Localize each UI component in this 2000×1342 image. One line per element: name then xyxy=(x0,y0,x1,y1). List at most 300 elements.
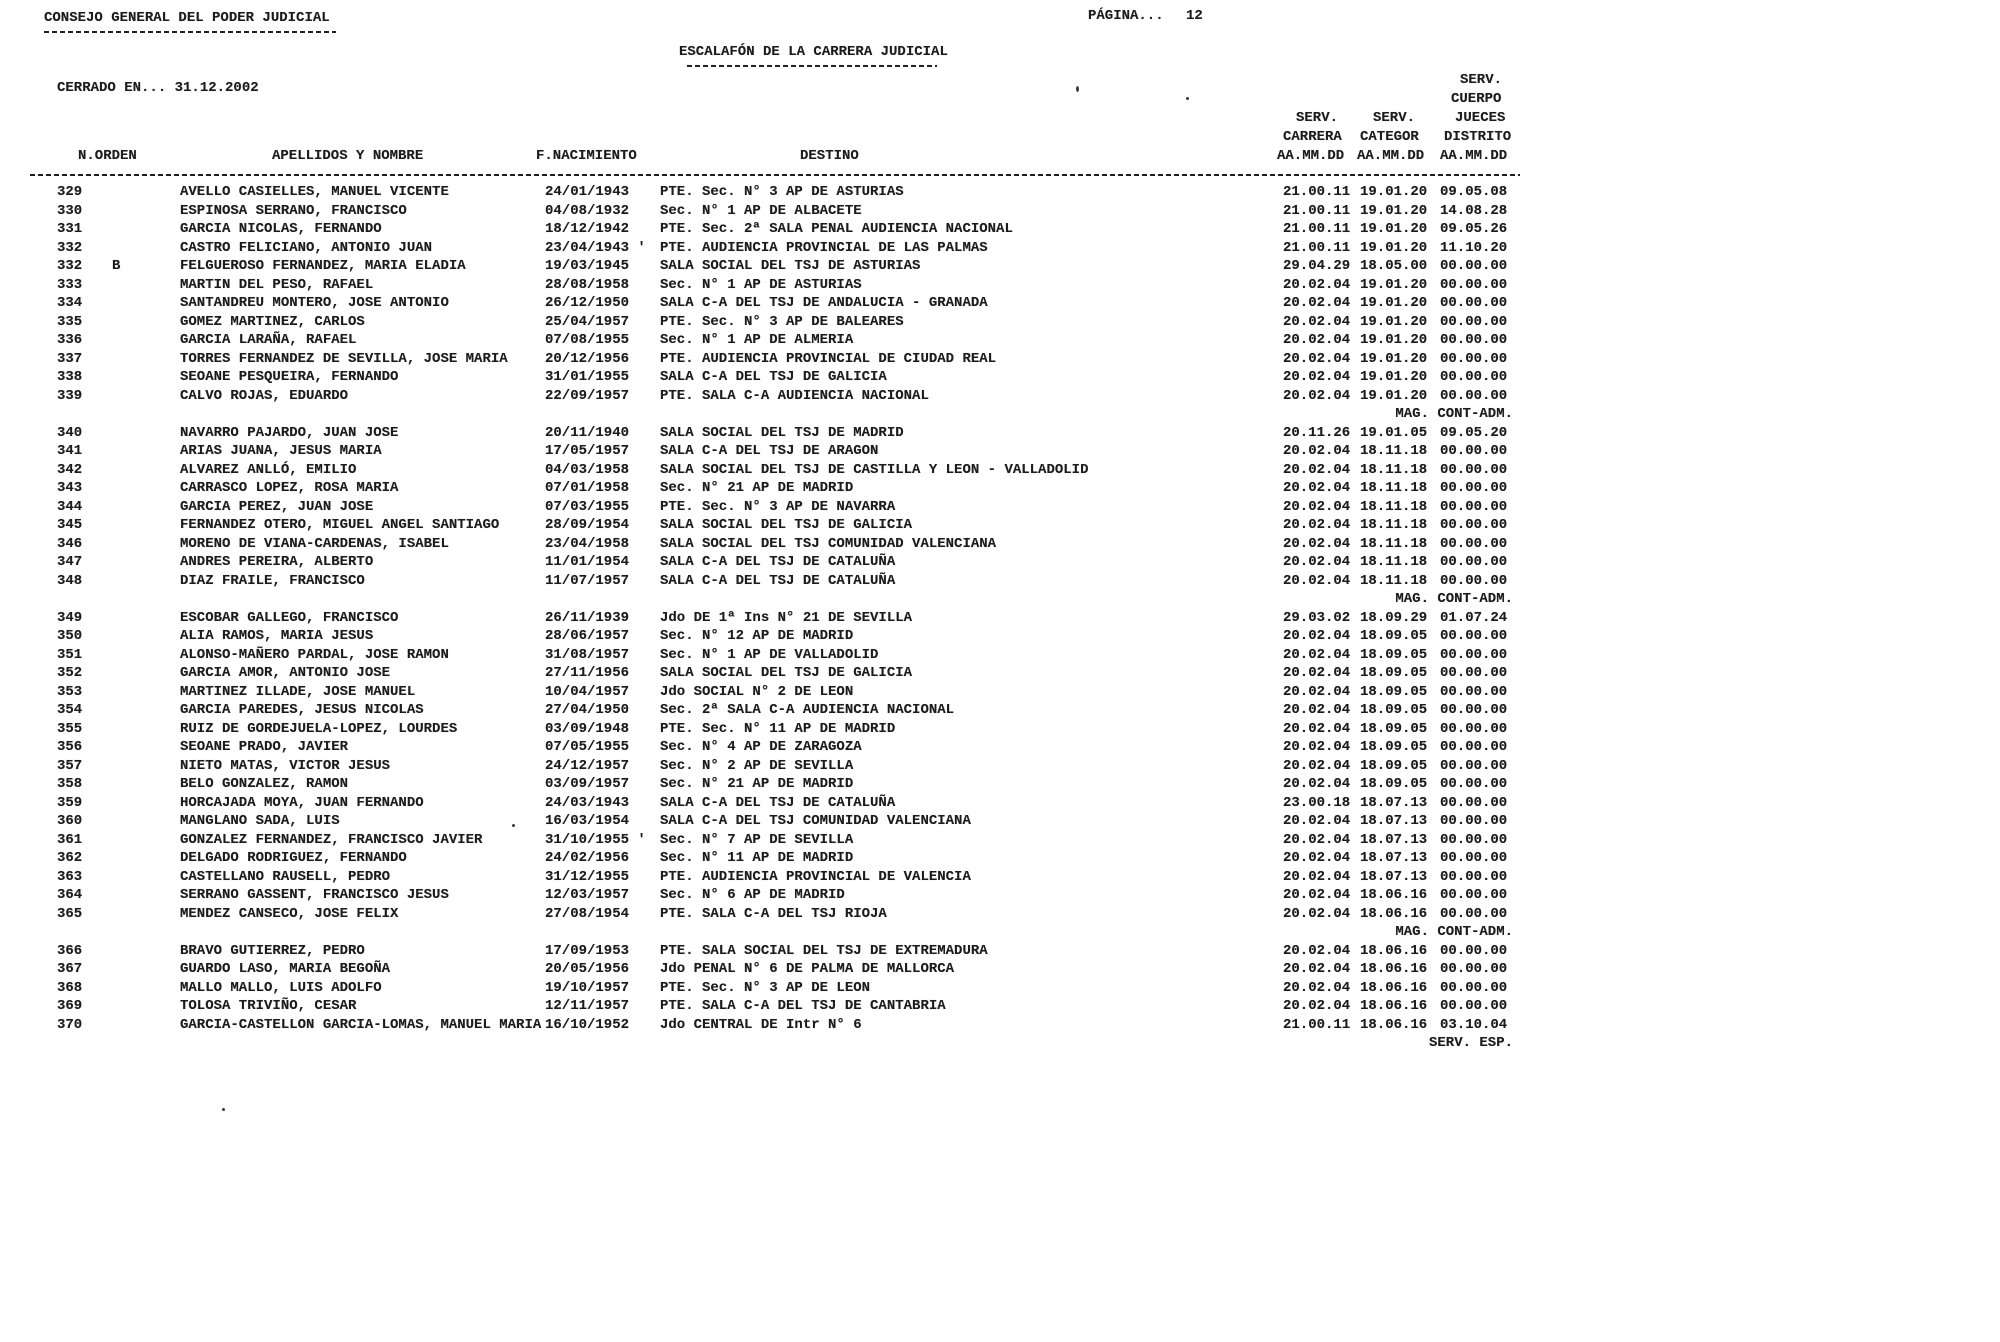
serv-cuerpo-cell: 00.00.00 xyxy=(1440,480,1508,496)
birthdate-cell: 03/09/1948 xyxy=(545,720,630,737)
destination-cell: PTE. AUDIENCIA PROVINCIAL DE CIUDAD REAL xyxy=(660,350,997,367)
serv-cuerpo-cell: 00.00.00 xyxy=(1440,517,1508,533)
birthdate-cell: 31/10/1955 ' xyxy=(545,831,646,848)
order-number-cell: 343 xyxy=(57,480,83,496)
serv-cuerpo-cell: 00.00.00 xyxy=(1440,905,1508,922)
serv-carrera-cell: 20.02.04 xyxy=(1283,757,1351,774)
birthdate-cell: 04/03/1958 xyxy=(545,461,630,478)
destination-cell: Sec. N° 6 AP DE MADRID xyxy=(660,887,845,903)
serv-cuerpo-cell: 00.00.00 xyxy=(1440,572,1508,589)
name-cell: ALVAREZ ANLLÓ, EMILIO xyxy=(180,461,357,478)
destination-cell: PTE. AUDIENCIA PROVINCIAL DE LAS PALMAS xyxy=(660,239,988,256)
birthdate-cell: 28/08/1958 xyxy=(545,276,630,293)
table-row xyxy=(0,517,2000,536)
col-header-categor-units: AA.MM.DD xyxy=(1357,148,1425,164)
serv-carrera-cell: 20.02.04 xyxy=(1283,831,1351,848)
category-note: MAG. CONT-ADM. xyxy=(1395,591,1513,607)
table-row xyxy=(0,813,2000,832)
destination-cell: Sec. N° 1 AP DE VALLADOLID xyxy=(660,646,879,663)
name-cell: MENDEZ CANSECO, JOSE FELIX xyxy=(180,905,399,922)
serv-categor-cell: 18.09.05 xyxy=(1360,776,1428,792)
serv-categor-cell: 19.01.20 xyxy=(1360,295,1428,311)
birthdate-cell: 20/12/1956 xyxy=(545,350,630,367)
order-number-cell: 356 xyxy=(57,739,83,755)
name-cell: GARCIA LARAÑA, RAFAEL xyxy=(180,332,357,348)
serv-cuerpo-cell: 00.00.00 xyxy=(1440,276,1508,293)
order-number-cell: 354 xyxy=(57,702,83,718)
table-row xyxy=(0,721,2000,740)
birthdate-cell: 03/09/1957 xyxy=(545,776,630,792)
table-row xyxy=(0,961,2000,980)
category-note: MAG. CONT-ADM. xyxy=(1395,924,1513,940)
birthdate-cell: 31/12/1955 xyxy=(545,868,630,885)
serv-categor-cell: 19.01.05 xyxy=(1360,424,1428,441)
destination-cell: PTE. Sec. N° 3 AP DE ASTURIAS xyxy=(660,184,904,200)
serv-categor-cell: 18.06.16 xyxy=(1360,887,1428,903)
table-row xyxy=(0,388,2000,407)
table-row xyxy=(0,702,2000,721)
serv-cuerpo-cell: 00.00.00 xyxy=(1440,258,1508,274)
name-cell: MARTINEZ ILLADE, JOSE MANUEL xyxy=(180,683,416,700)
table-row xyxy=(0,369,2000,388)
serv-categor-cell: 18.06.16 xyxy=(1360,942,1428,959)
destination-cell: Sec. 2ª SALA C-A AUDIENCIA NACIONAL xyxy=(660,702,955,718)
destination-cell: PTE. SALA C-A DEL TSJ DE CANTABRIA xyxy=(660,998,946,1014)
destination-cell: Jdo PENAL N° 6 DE PALMA DE MALLORCA xyxy=(660,961,955,977)
destination-cell: Sec. N° 4 AP DE ZARAGOZA xyxy=(660,739,862,755)
name-cell: SANTANDREU MONTERO, JOSE ANTONIO xyxy=(180,295,449,311)
destination-cell: SALA SOCIAL DEL TSJ COMUNIDAD VALENCIANA xyxy=(660,535,997,552)
table-row xyxy=(0,554,2000,573)
name-cell: CALVO ROJAS, EDUARDO xyxy=(180,387,349,404)
name-cell: GARCIA AMOR, ANTONIO JOSE xyxy=(180,665,391,681)
serv-categor-cell: 18.11.18 xyxy=(1360,535,1428,552)
serv-categor-cell: 18.09.05 xyxy=(1360,720,1428,737)
birthdate-cell: 24/12/1957 xyxy=(545,757,630,774)
serv-categor-cell: 19.01.20 xyxy=(1360,221,1428,237)
table-row xyxy=(0,221,2000,240)
destination-cell: Sec. N° 12 AP DE MADRID xyxy=(660,628,854,644)
destination-cell: PTE. Sec. N° 3 AP DE BALEARES xyxy=(660,313,904,330)
table-row xyxy=(0,924,2000,943)
serv-categor-cell: 18.11.18 xyxy=(1360,572,1428,589)
order-number-cell: 337 xyxy=(57,350,83,367)
name-cell: ESCOBAR GALLEGO, FRANCISCO xyxy=(180,609,399,626)
name-cell: NAVARRO PAJARDO, JUAN JOSE xyxy=(180,424,399,441)
name-cell: SEOANE PESQUEIRA, FERNANDO xyxy=(180,369,399,385)
name-cell: GARCIA PEREZ, JUAN JOSE xyxy=(180,498,374,515)
order-number-cell: 344 xyxy=(57,498,83,515)
order-number-cell: 335 xyxy=(57,313,83,330)
serv-cuerpo-cell: 11.10.20 xyxy=(1440,239,1508,256)
birthdate-cell: 31/08/1957 xyxy=(545,646,630,663)
name-cell: MANGLANO SADA, LUIS xyxy=(180,813,340,829)
name-cell: ANDRES PEREIRA, ALBERTO xyxy=(180,554,374,570)
serv-carrera-cell: 20.02.04 xyxy=(1283,665,1351,681)
destination-cell: PTE. SALA SOCIAL DEL TSJ DE EXTREMADURA xyxy=(660,942,988,959)
organization-title-underline xyxy=(44,31,336,33)
table-row xyxy=(0,628,2000,647)
order-number-cell: 346 xyxy=(57,535,83,552)
col-header-carrera-units: AA.MM.DD xyxy=(1277,148,1345,164)
serv-categor-cell: 18.11.18 xyxy=(1360,443,1428,459)
serv-categor-cell: 18.06.16 xyxy=(1360,961,1428,977)
birthdate-cell: 25/04/1957 xyxy=(545,313,630,330)
document-title: ESCALAFÓN DE LA CARRERA JUDICIAL xyxy=(679,44,948,60)
destination-cell: SALA SOCIAL DEL TSJ DE GALICIA xyxy=(660,665,913,681)
table-row xyxy=(0,591,2000,610)
col-header-nacimiento: F.NACIMIENTO xyxy=(536,148,637,164)
serv-carrera-cell: 20.02.04 xyxy=(1283,942,1351,959)
name-cell: CASTRO FELICIANO, ANTONIO JUAN xyxy=(180,239,433,256)
serv-carrera-cell: 21.00.11 xyxy=(1283,221,1351,237)
order-number-cell: 361 xyxy=(57,831,83,848)
serv-categor-cell: 18.09.05 xyxy=(1360,683,1428,700)
destination-cell: Sec. N° 21 AP DE MADRID xyxy=(660,480,854,496)
serv-cuerpo-cell: 00.00.00 xyxy=(1440,535,1508,552)
category-note: MAG. CONT-ADM. xyxy=(1395,406,1513,422)
serv-cuerpo-cell: 00.00.00 xyxy=(1440,628,1508,644)
order-number-cell: 370 xyxy=(57,1016,83,1033)
destination-cell: SALA SOCIAL DEL TSJ DE GALICIA xyxy=(660,517,913,533)
serv-categor-cell: 18.06.16 xyxy=(1360,998,1428,1014)
serv-carrera-cell: 20.02.04 xyxy=(1283,387,1351,404)
serv-cuerpo-cell: 00.00.00 xyxy=(1440,942,1508,959)
organization-title: CONSEJO GENERAL DEL PODER JUDICIAL xyxy=(44,10,330,26)
serv-categor-cell: 18.09.05 xyxy=(1360,646,1428,663)
table-row xyxy=(0,739,2000,758)
birthdate-cell: 24/01/1943 xyxy=(545,184,630,200)
table-row xyxy=(0,1017,2000,1036)
order-number-cell: 366 xyxy=(57,942,83,959)
serv-carrera-cell: 20.02.04 xyxy=(1283,480,1351,496)
birthdate-cell: 12/03/1957 xyxy=(545,887,630,903)
birthdate-cell: 11/01/1954 xyxy=(545,554,630,570)
order-number-cell: 348 xyxy=(57,572,83,589)
table-row xyxy=(0,240,2000,259)
table-row xyxy=(0,480,2000,499)
serv-cuerpo-cell: 00.00.00 xyxy=(1440,443,1508,459)
serv-cuerpo-cell: 00.00.00 xyxy=(1440,739,1508,755)
serv-categor-cell: 18.11.18 xyxy=(1360,461,1428,478)
birthdate-cell: 12/11/1957 xyxy=(545,998,630,1014)
serv-carrera-cell: 20.02.04 xyxy=(1283,979,1351,996)
order-number-cell: 360 xyxy=(57,813,83,829)
serv-carrera-cell: 20.02.04 xyxy=(1283,646,1351,663)
birthdate-cell: 16/03/1954 xyxy=(545,813,630,829)
birthdate-cell: 11/07/1957 xyxy=(545,572,630,589)
serv-carrera-cell: 20.02.04 xyxy=(1283,350,1351,367)
order-number-cell: 345 xyxy=(57,517,83,533)
destination-cell: Sec. N° 11 AP DE MADRID xyxy=(660,850,854,866)
birthdate-cell: 07/08/1955 xyxy=(545,332,630,348)
serv-cuerpo-cell: 00.00.00 xyxy=(1440,554,1508,570)
serv-cuerpo-cell: 00.00.00 xyxy=(1440,794,1508,811)
name-cell: RUIZ DE GORDEJUELA-LOPEZ, LOURDES xyxy=(180,720,458,737)
destination-cell: PTE. Sec. 2ª SALA PENAL AUDIENCIA NACIONAL xyxy=(660,221,1013,237)
destination-cell: Sec. N° 1 AP DE ASTURIAS xyxy=(660,276,862,293)
table-row xyxy=(0,758,2000,777)
serv-carrera-cell: 20.02.04 xyxy=(1283,332,1351,348)
serv-carrera-cell: 21.00.11 xyxy=(1283,239,1351,256)
col-header-categor-serv: SERV. xyxy=(1373,110,1416,126)
order-number-cell: 353 xyxy=(57,683,83,700)
serv-carrera-cell: 20.02.04 xyxy=(1283,887,1351,903)
col-header-destino: DESTINO xyxy=(800,148,859,164)
destination-cell: Sec. N° 21 AP DE MADRID xyxy=(660,776,854,792)
serv-carrera-cell: 20.02.04 xyxy=(1283,498,1351,515)
name-cell: AVELLO CASIELLES, MANUEL VICENTE xyxy=(180,184,449,200)
serv-categor-cell: 19.01.20 xyxy=(1360,276,1428,293)
serv-categor-cell: 19.01.20 xyxy=(1360,202,1428,219)
serv-categor-cell: 18.09.05 xyxy=(1360,739,1428,755)
order-number-cell: 333 xyxy=(57,276,83,293)
order-number-cell: 355 xyxy=(57,720,83,737)
destination-cell: SALA C-A DEL TSJ COMUNIDAD VALENCIANA xyxy=(660,813,971,829)
serv-carrera-cell: 20.02.04 xyxy=(1283,739,1351,755)
serv-categor-cell: 18.11.18 xyxy=(1360,480,1428,496)
serv-categor-cell: 19.01.20 xyxy=(1360,369,1428,385)
order-number-cell: 329 xyxy=(57,184,83,200)
name-cell: FELGUEROSO FERNANDEZ, MARIA ELADIA xyxy=(180,258,466,274)
name-cell: TOLOSA TRIVIÑO, CESAR xyxy=(180,998,357,1014)
name-cell: TORRES FERNANDEZ DE SEVILLA, JOSE MARIA xyxy=(180,350,508,367)
order-number-cell: 338 xyxy=(57,369,83,385)
birthdate-cell: 04/08/1932 xyxy=(545,202,630,219)
name-cell: BELO GONZALEZ, RAMON xyxy=(180,776,349,792)
serv-categor-cell: 18.09.05 xyxy=(1360,757,1428,774)
birthdate-cell: 19/03/1945 xyxy=(545,258,630,274)
destination-cell: PTE. Sec. N° 3 AP DE LEON xyxy=(660,979,871,996)
order-number-cell: 365 xyxy=(57,905,83,922)
order-number-cell: 363 xyxy=(57,868,83,885)
order-number-cell: 347 xyxy=(57,554,83,570)
table-row xyxy=(0,684,2000,703)
order-number-cell: 330 xyxy=(57,202,83,219)
table-row xyxy=(0,406,2000,425)
order-number-cell: 349 xyxy=(57,609,83,626)
name-cell: GONZALEZ FERNANDEZ, FRANCISCO JAVIER xyxy=(180,831,483,848)
birthdate-cell: 28/09/1954 xyxy=(545,517,630,533)
destination-cell: Jdo CENTRAL DE Intr N° 6 xyxy=(660,1016,862,1033)
order-number-cell: 336 xyxy=(57,332,83,348)
destination-cell: SALA SOCIAL DEL TSJ DE ASTURIAS xyxy=(660,258,921,274)
serv-categor-cell: 18.09.05 xyxy=(1360,665,1428,681)
name-cell: BRAVO GUTIERREZ, PEDRO xyxy=(180,942,365,959)
serv-cuerpo-cell: 09.05.20 xyxy=(1440,424,1508,441)
table-row xyxy=(0,425,2000,444)
name-cell: ARIAS JUANA, JESUS MARIA xyxy=(180,443,382,459)
table-row xyxy=(0,665,2000,684)
serv-carrera-cell: 20.02.04 xyxy=(1283,517,1351,533)
order-number-cell: 339 xyxy=(57,387,83,404)
serv-cuerpo-cell: 00.00.00 xyxy=(1440,776,1508,792)
order-number-cell: 334 xyxy=(57,295,83,311)
serv-categor-cell: 19.01.20 xyxy=(1360,350,1428,367)
table-row xyxy=(0,850,2000,869)
order-number-cell: 350 xyxy=(57,628,83,644)
serv-carrera-cell: 20.02.04 xyxy=(1283,961,1351,977)
order-number-cell: 357 xyxy=(57,757,83,774)
serv-carrera-cell: 20.02.04 xyxy=(1283,628,1351,644)
serv-cuerpo-cell: 00.00.00 xyxy=(1440,702,1508,718)
name-cell: DIAZ FRAILE, FRANCISCO xyxy=(180,572,365,589)
serv-categor-cell: 19.01.20 xyxy=(1360,313,1428,330)
order-number-cell: 358 xyxy=(57,776,83,792)
table-row xyxy=(0,776,2000,795)
category-note: SERV. ESP. xyxy=(1428,1035,1513,1051)
serv-categor-cell: 18.07.13 xyxy=(1360,794,1428,811)
destination-cell: SALA C-A DEL TSJ DE CATALUÑA xyxy=(660,794,896,811)
name-cell: NIETO MATAS, VICTOR JESUS xyxy=(180,757,391,774)
serv-categor-cell: 19.01.20 xyxy=(1360,387,1428,404)
serv-categor-cell: 18.06.16 xyxy=(1360,1016,1428,1033)
table-row xyxy=(0,1035,2000,1054)
scan-speck xyxy=(1076,86,1079,92)
serv-categor-cell: 19.01.20 xyxy=(1360,239,1428,256)
serv-categor-cell: 18.09.29 xyxy=(1360,609,1428,626)
scan-speck xyxy=(222,1108,225,1111)
name-cell: HORCAJADA MOYA, JUAN FERNANDO xyxy=(180,794,424,811)
escalafon-table xyxy=(0,184,2000,1054)
table-row xyxy=(0,277,2000,296)
birthdate-cell: 07/05/1955 xyxy=(545,739,630,755)
table-row xyxy=(0,536,2000,555)
destination-cell: SALA C-A DEL TSJ DE ANDALUCIA - GRANADA xyxy=(660,295,988,311)
order-number-cell: 364 xyxy=(57,887,83,903)
destination-cell: SALA C-A DEL TSJ DE CATALUÑA xyxy=(660,572,896,589)
serv-carrera-cell: 29.03.02 xyxy=(1283,609,1351,626)
serv-carrera-cell: 20.02.04 xyxy=(1283,443,1351,459)
serv-categor-cell: 18.05.00 xyxy=(1360,258,1428,274)
serv-carrera-cell: 20.02.04 xyxy=(1283,868,1351,885)
col-header-distrito: DISTRITO xyxy=(1444,129,1512,145)
serv-cuerpo-cell: 00.00.00 xyxy=(1440,313,1508,330)
serv-carrera-cell: 20.02.04 xyxy=(1283,850,1351,866)
table-row xyxy=(0,295,2000,314)
table-row xyxy=(0,314,2000,333)
destination-cell: Sec. N° 2 AP DE SEVILLA xyxy=(660,757,854,774)
name-cell: CASTELLANO RAUSELL, PEDRO xyxy=(180,868,391,885)
order-number-cell: 332 xyxy=(57,239,83,256)
page-number-value: 12 xyxy=(1186,8,1203,24)
serv-categor-cell: 18.07.13 xyxy=(1360,868,1428,885)
document-title-underline xyxy=(687,65,937,67)
closed-date-line: CERRADO EN... 31.12.2002 xyxy=(57,80,259,96)
serv-cuerpo-cell: 09.05.08 xyxy=(1440,184,1508,200)
birthdate-cell: 18/12/1942 xyxy=(545,221,630,237)
col-header-carrera-serv: SERV. xyxy=(1296,110,1339,126)
serv-categor-cell: 18.06.16 xyxy=(1360,979,1428,996)
name-cell: GARCIA PAREDES, JESUS NICOLAS xyxy=(180,702,424,718)
serv-categor-cell: 19.01.20 xyxy=(1360,184,1428,200)
table-row xyxy=(0,869,2000,888)
name-cell: ALONSO-MAÑERO PARDAL, JOSE RAMON xyxy=(180,646,449,663)
serv-cuerpo-cell: 00.00.00 xyxy=(1440,387,1508,404)
name-cell: SERRANO GASSENT, FRANCISCO JESUS xyxy=(180,887,449,903)
birthdate-cell: 20/11/1940 xyxy=(545,424,630,441)
serv-cuerpo-cell: 00.00.00 xyxy=(1440,998,1508,1014)
serv-categor-cell: 18.09.05 xyxy=(1360,628,1428,644)
col-header-cuerpo: CUERPO xyxy=(1451,91,1502,107)
destination-cell: PTE. Sec. N° 3 AP DE NAVARRA xyxy=(660,498,896,515)
order-number-cell: 367 xyxy=(57,961,83,977)
order-number-cell: 368 xyxy=(57,979,83,996)
serv-carrera-cell: 20.02.04 xyxy=(1283,295,1351,311)
destination-cell: Sec. N° 1 AP DE ALMERIA xyxy=(660,332,854,348)
destination-cell: Sec. N° 7 AP DE SEVILLA xyxy=(660,831,854,848)
order-number-cell: 342 xyxy=(57,461,83,478)
name-cell: FERNANDEZ OTERO, MIGUEL ANGEL SANTIAGO xyxy=(180,517,500,533)
serv-carrera-cell: 20.02.04 xyxy=(1283,702,1351,718)
birthdate-cell: 16/10/1952 xyxy=(545,1016,630,1033)
serv-cuerpo-cell: 00.00.00 xyxy=(1440,498,1508,515)
order-number-cell: 359 xyxy=(57,794,83,811)
order-number-cell: 332 xyxy=(57,258,83,274)
serv-cuerpo-cell: 00.00.00 xyxy=(1440,295,1508,311)
serv-cuerpo-cell: 00.00.00 xyxy=(1440,961,1508,977)
order-number-cell: 340 xyxy=(57,424,83,441)
table-row xyxy=(0,980,2000,999)
serv-categor-cell: 18.11.18 xyxy=(1360,554,1428,570)
serv-carrera-cell: 20.02.04 xyxy=(1283,720,1351,737)
birthdate-cell: 31/01/1955 xyxy=(545,369,630,385)
order-letter-cell: B xyxy=(112,258,121,274)
col-header-nombre: APELLIDOS Y NOMBRE xyxy=(272,148,424,164)
serv-cuerpo-cell: 00.00.00 xyxy=(1440,665,1508,681)
table-row xyxy=(0,332,2000,351)
birthdate-cell: 27/08/1954 xyxy=(545,905,630,922)
birthdate-cell: 23/04/1943 ' xyxy=(545,239,646,256)
birthdate-cell: 26/11/1939 xyxy=(545,609,630,626)
serv-categor-cell: 18.07.13 xyxy=(1360,850,1428,866)
serv-cuerpo-cell: 00.00.00 xyxy=(1440,369,1508,385)
table-row xyxy=(0,647,2000,666)
serv-cuerpo-cell: 00.00.00 xyxy=(1440,813,1508,829)
birthdate-cell: 26/12/1950 xyxy=(545,295,630,311)
destination-cell: SALA C-A DEL TSJ DE CATALUÑA xyxy=(660,554,896,570)
serv-categor-cell: 18.11.18 xyxy=(1360,517,1428,533)
serv-cuerpo-cell: 03.10.04 xyxy=(1440,1016,1508,1033)
order-number-cell: 369 xyxy=(57,998,83,1014)
name-cell: DELGADO RODRIGUEZ, FERNANDO xyxy=(180,850,407,866)
serv-carrera-cell: 20.11.26 xyxy=(1283,424,1351,441)
serv-cuerpo-cell: 00.00.00 xyxy=(1440,850,1508,866)
name-cell: ESPINOSA SERRANO, FRANCISCO xyxy=(180,202,407,219)
scan-speck xyxy=(1186,97,1189,100)
birthdate-cell: 28/06/1957 xyxy=(545,628,630,644)
name-cell: GOMEZ MARTINEZ, CARLOS xyxy=(180,313,365,330)
col-header-jueces: JUECES xyxy=(1455,110,1506,126)
serv-cuerpo-cell: 00.00.00 xyxy=(1440,868,1508,885)
table-row xyxy=(0,184,2000,203)
destination-cell: PTE. SALA C-A AUDIENCIA NACIONAL xyxy=(660,387,929,404)
name-cell: SEOANE PRADO, JAVIER xyxy=(180,739,349,755)
destination-cell: SALA C-A DEL TSJ DE ARAGON xyxy=(660,443,879,459)
table-row xyxy=(0,462,2000,481)
order-number-cell: 352 xyxy=(57,665,83,681)
serv-cuerpo-cell: 00.00.00 xyxy=(1440,831,1508,848)
birthdate-cell: 22/09/1957 xyxy=(545,387,630,404)
destination-cell: Sec. N° 1 AP DE ALBACETE xyxy=(660,202,862,219)
serv-carrera-cell: 20.02.04 xyxy=(1283,813,1351,829)
table-row xyxy=(0,203,2000,222)
serv-carrera-cell: 20.02.04 xyxy=(1283,554,1351,570)
serv-carrera-cell: 20.02.04 xyxy=(1283,369,1351,385)
destination-cell: PTE. SALA C-A DEL TSJ RIOJA xyxy=(660,905,887,922)
destination-cell: Jdo SOCIAL N° 2 DE LEON xyxy=(660,683,854,700)
destination-cell: SALA C-A DEL TSJ DE GALICIA xyxy=(660,369,887,385)
